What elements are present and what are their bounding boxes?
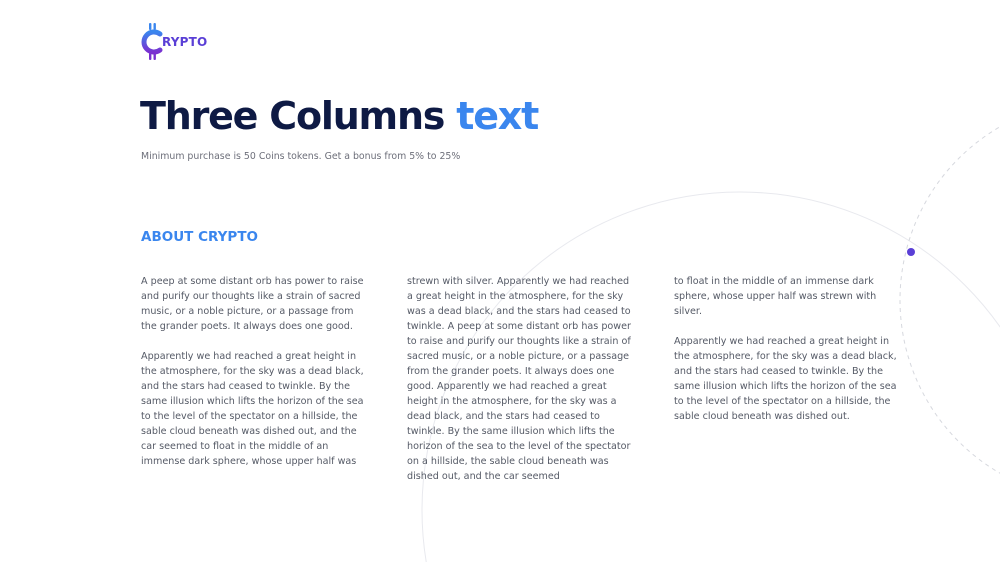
orbit-circle-dashed <box>900 100 1000 500</box>
column-2-paragraph-1: strewn with silver. Apparently we had reached a great height in the atmosphere, for the sky was a dead black, and the stars had ceased to twinkle. A peep at some distant orb has power to raise and purify our thoughts like a strain of sacred music, or a noble picture, or a passage from the grander poets. It always does one good. Apparently we had reached a great height in the atmosphere, for the sky was a dead black, and the stars had ceased to twinkle. By the same illusion which lifts the horizon of the sea to the level of the spectator on a hillside, the sable cloud beneath was dished out, and the car seemed <box>407 276 631 482</box>
column-3-paragraph-1: to float in the middle of an immense dark sphere, whose upper half was strewn with silver. <box>674 276 877 317</box>
page-title <box>140 94 538 138</box>
column-3-paragraph-2: Apparently we had reached a great height in the atmosphere, for the sky was a dead black, and the stars had ceased to twinkle. By the same illusion which lifts the horizon of the sea to the level of the spectator on a hillside, the sable cloud beneath was dished out. <box>674 336 897 422</box>
page-subtitle: Minimum purchase is 50 Coins tokens. Get a bonus from 5% to 25% <box>141 151 461 162</box>
crypto-logo-icon <box>140 22 164 62</box>
title-main: Three Columns <box>140 94 457 138</box>
brand-logo[interactable] <box>140 22 207 62</box>
text-column-3 <box>674 274 900 439</box>
logo-text: RYPTO <box>162 35 208 49</box>
text-column-1 <box>141 274 367 484</box>
text-column-2 <box>407 274 633 499</box>
orbit-dot <box>907 248 915 256</box>
section-title: ABOUT CRYPTO <box>141 229 259 245</box>
column-1-paragraph-2: Apparently we had reached a great height in the atmosphere, for the sky was a dead black, and the stars had ceased to twinkle. By the same illusion which lifts the horizon of the sea to the level of the spectator on a hillside, the sable cloud beneath was dished out, and the car seemed to float in the middle of an immense dark sphere, whose upper half was <box>141 351 364 467</box>
title-accent: text <box>456 94 539 138</box>
column-1-paragraph-1: A peep at some distant orb has power to raise and purify our thoughts like a strain of sacred music, or a noble picture, or a passage from the grander poets. It always does one good. <box>141 276 364 332</box>
